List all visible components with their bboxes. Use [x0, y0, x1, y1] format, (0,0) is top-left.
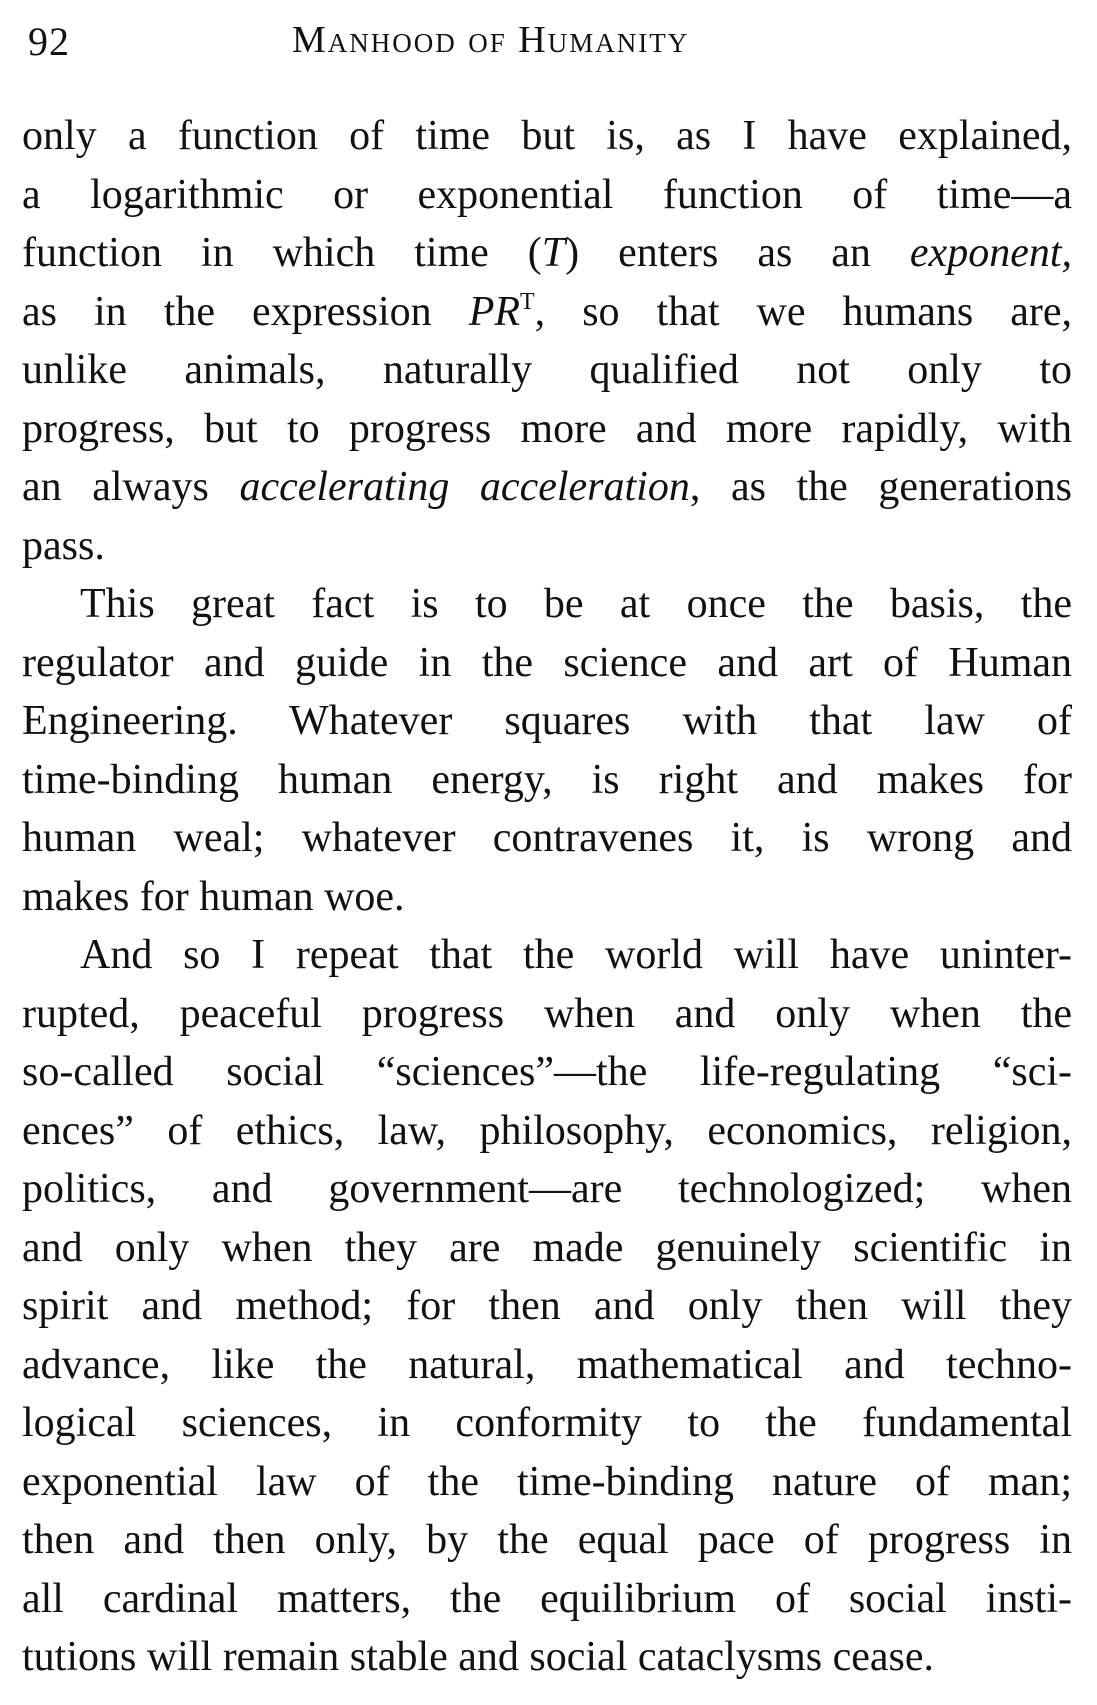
- text-line: [22, 1160, 1072, 1219]
- text-line: [22, 926, 1072, 985]
- text-segment: exponent,: [909, 230, 1072, 276]
- text-segment: so-called social “sciences”—the life-regulating “sci-: [22, 1049, 1072, 1095]
- text-line: [22, 458, 1072, 517]
- paragraph: [22, 575, 1072, 926]
- text-line: [22, 1628, 1072, 1687]
- text-segment: and only when they are made genuinely scientific in: [22, 1224, 1072, 1271]
- text-segment: , as the generations: [689, 464, 1072, 510]
- body-text: [22, 107, 1072, 1687]
- text-line: [22, 1336, 1072, 1395]
- text-segment: , so that we humans are,: [534, 288, 1072, 335]
- text-segment: regulator and guide in the science and art of Human: [22, 639, 1072, 686]
- text-segment: Engineering. Whatever squares with that law of: [22, 698, 1072, 744]
- text-segment: spirit and method; for then and only then will they: [22, 1283, 1072, 1329]
- text-segment: ) enters as an: [565, 230, 910, 276]
- text-line: [22, 985, 1072, 1044]
- text-line: [22, 809, 1072, 868]
- text-line: [22, 517, 1072, 576]
- text-segment: as in the expression: [22, 288, 469, 335]
- text-segment: an always: [22, 464, 240, 510]
- text-segment: human weal; whatever contravenes it, is wrong and: [22, 815, 1072, 861]
- running-title: Manhood of Humanity: [292, 19, 690, 61]
- text-segment: a logarithmic or exponential function of time—a: [22, 171, 1072, 218]
- text-line: [22, 1394, 1072, 1453]
- text-line: [22, 1043, 1072, 1102]
- paragraph: [22, 107, 1072, 575]
- text-segment: progress, but to progress more and more rapidly, with: [22, 405, 1072, 452]
- page-number: 92: [28, 19, 70, 64]
- page-header: [22, 0, 1072, 90]
- text-line: [22, 400, 1072, 459]
- text-line: [22, 1570, 1072, 1629]
- text-segment: And so I repeat that the world will have uninter-: [80, 932, 1072, 978]
- text-segment: politics, and government—are technologized; when: [22, 1166, 1072, 1212]
- text-segment: T: [541, 230, 566, 276]
- text-segment: only a function of time but is, as I have explained,: [22, 113, 1072, 159]
- text-segment: makes for human woe.: [22, 873, 405, 920]
- text-segment: PR: [468, 288, 520, 335]
- text-segment: exponential law of the time-binding nature of man;: [22, 1458, 1072, 1505]
- text-line: [22, 1453, 1072, 1512]
- text-segment: pass.: [22, 522, 105, 569]
- text-line: [22, 692, 1072, 751]
- text-line: [22, 1277, 1072, 1336]
- text-line: [22, 283, 1072, 342]
- text-segment: logical sciences, in conformity to the fundamental: [22, 1400, 1072, 1446]
- text-line: [22, 107, 1072, 166]
- text-line: [22, 1219, 1072, 1278]
- text-line: [22, 224, 1072, 283]
- text-line: [22, 166, 1072, 225]
- text-line: [22, 868, 1072, 927]
- text-line: [22, 1102, 1072, 1161]
- text-segment: accelerating acceleration: [239, 464, 690, 510]
- text-line: [22, 751, 1072, 810]
- text-segment: ences” of ethics, law, philosophy, economics, religion,: [22, 1107, 1072, 1154]
- text-segment: tutions will remain stable and social cataclysms cease.: [22, 1634, 935, 1680]
- text-line: [22, 341, 1072, 400]
- text-line: [22, 1511, 1072, 1570]
- text-segment: This great fact is to be at once the basis, the: [80, 581, 1072, 627]
- text-segment: time-binding human energy, is right and makes for: [22, 756, 1072, 803]
- text-segment: all cardinal matters, the equilibrium of social insti-: [22, 1575, 1072, 1622]
- paragraph: [22, 926, 1072, 1687]
- text-segment: unlike animals, naturally qualified not only to: [22, 347, 1072, 393]
- book-page: [22, 0, 1072, 1680]
- text-segment: rupted, peaceful progress when and only when the: [22, 990, 1072, 1037]
- text-segment: advance, like the natural, mathematical and techno-: [22, 1341, 1072, 1388]
- text-line: [22, 634, 1072, 693]
- text-segment: then and then only, by the equal pace of progress in: [22, 1517, 1072, 1563]
- text-segment: T: [520, 288, 535, 315]
- text-line: [22, 575, 1072, 634]
- text-segment: function in which time (: [22, 230, 542, 276]
